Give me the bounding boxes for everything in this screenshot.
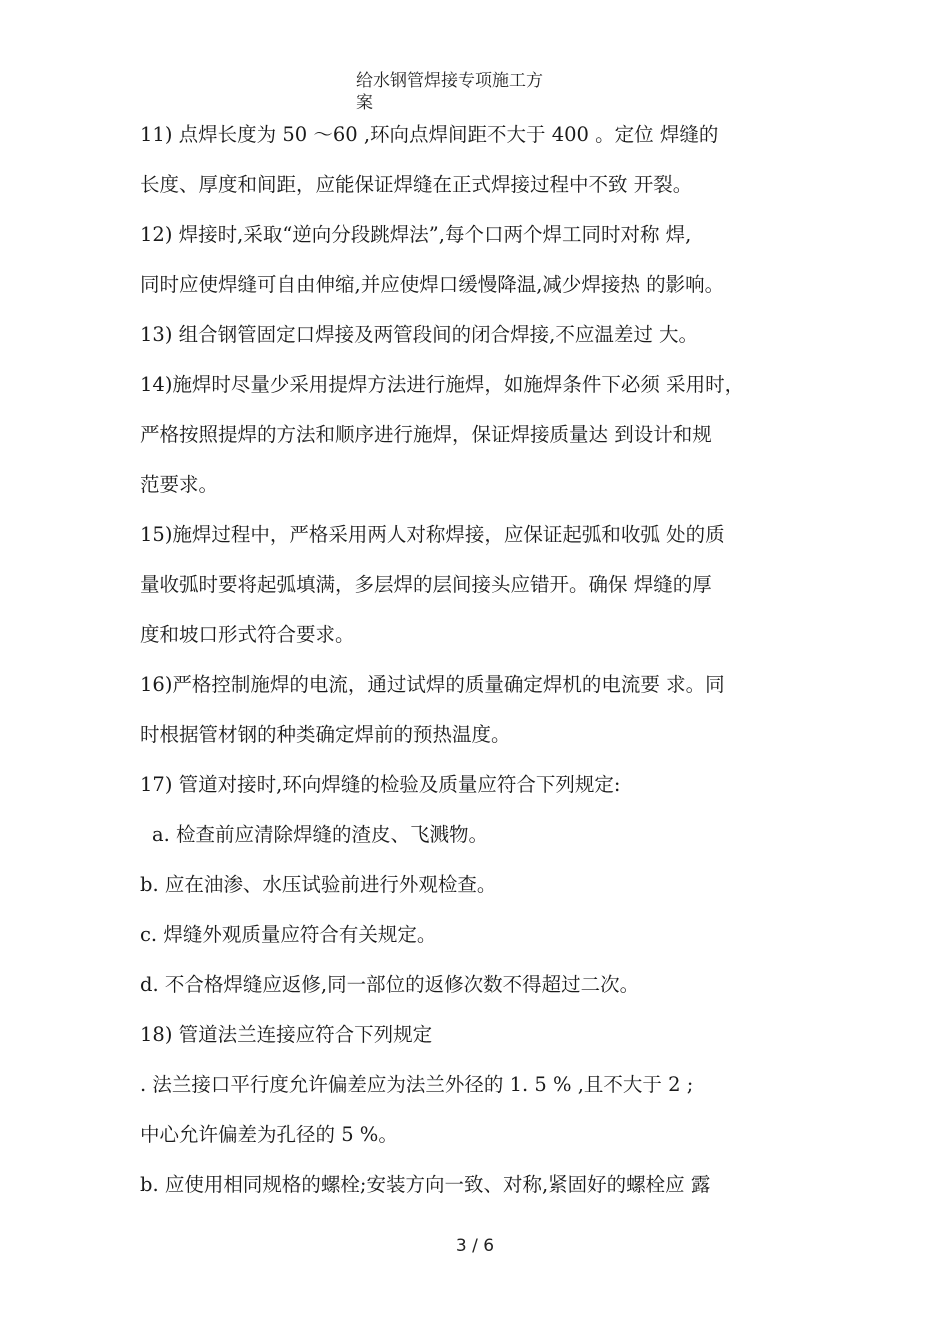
- text-line: 中心允许偏差为孔径的 5 %。: [140, 1123, 398, 1146]
- text-line: b. 应使用相同规格的螺栓;安装方向一致、对称,紧固好的螺栓应 露: [140, 1173, 711, 1196]
- text-line: b. 应在油渗、水压试验前进行外观检查。: [140, 873, 497, 896]
- text-line: 度和坡口形式符合要求。: [140, 623, 355, 646]
- text-line: 范要求。: [140, 473, 219, 496]
- text-line: 11) 点焊长度为 50 ～60 ,环向点焊间距不大于 400 。定位 焊缝的: [140, 123, 719, 146]
- text-line: 18) 管道法兰连接应符合下列规定: [140, 1023, 433, 1046]
- text-line: a. 检查前应清除焊缝的渣皮、飞溅物。: [152, 823, 489, 846]
- text-line: 14)施焊时尽量少采用提焊方法进行施焊，如施焊条件下必须 采用时，: [140, 373, 745, 396]
- text-line: 16)严格控制施焊的电流，通过试焊的质量确定焊机的电流要 求。同: [140, 673, 725, 696]
- header-title-line-1: 给水钢管焊接专项施工方: [356, 71, 543, 91]
- text-line: 17) 管道对接时,环向焊缝的检验及质量应符合下列规定:: [140, 773, 621, 796]
- text-line: . 法兰接口平行度允许偏差应为法兰外径的 1. 5 % ,且不大于 2 ;: [140, 1073, 694, 1096]
- text-line: 量收弧时要将起弧填满，多层焊的层间接头应错开。确保 焊缝的厚: [140, 573, 712, 596]
- page-header: [356, 70, 606, 114]
- page-number: 3 / 6: [455, 1236, 495, 1256]
- document-body: [140, 110, 830, 1210]
- text-line: 时根据管材钢的种类确定焊前的预热温度。: [140, 723, 511, 746]
- text-line: 12) 焊接时,采取“逆向分段跳焊法”,每个口两个焊工同时对称 焊,: [140, 223, 692, 246]
- text-line: 严格按照提焊的方法和顺序进行施焊，保证焊接质量达 到设计和规: [140, 423, 712, 446]
- text-line: 13) 组合钢管固定口焊接及两管段间的闭合焊接,不应温差过 大。: [140, 323, 699, 346]
- text-line: c. 焊缝外观质量应符合有关规定。: [140, 923, 437, 946]
- text-line: 长度、厚度和间距，应能保证焊缝在正式焊接过程中不致 开裂。: [140, 173, 693, 196]
- text-line: 15)施焊过程中，严格采用两人对称焊接，应保证起弧和收弧 处的质: [140, 523, 725, 546]
- text-line: d. 不合格焊缝应返修,同一部位的返修次数不得超过二次。: [140, 973, 640, 996]
- header-title-line-2: 案: [356, 93, 373, 113]
- text-line: 同时应使焊缝可自由伸缩,并应使焊口缓慢降温,减少焊接热 的影响。: [140, 273, 725, 296]
